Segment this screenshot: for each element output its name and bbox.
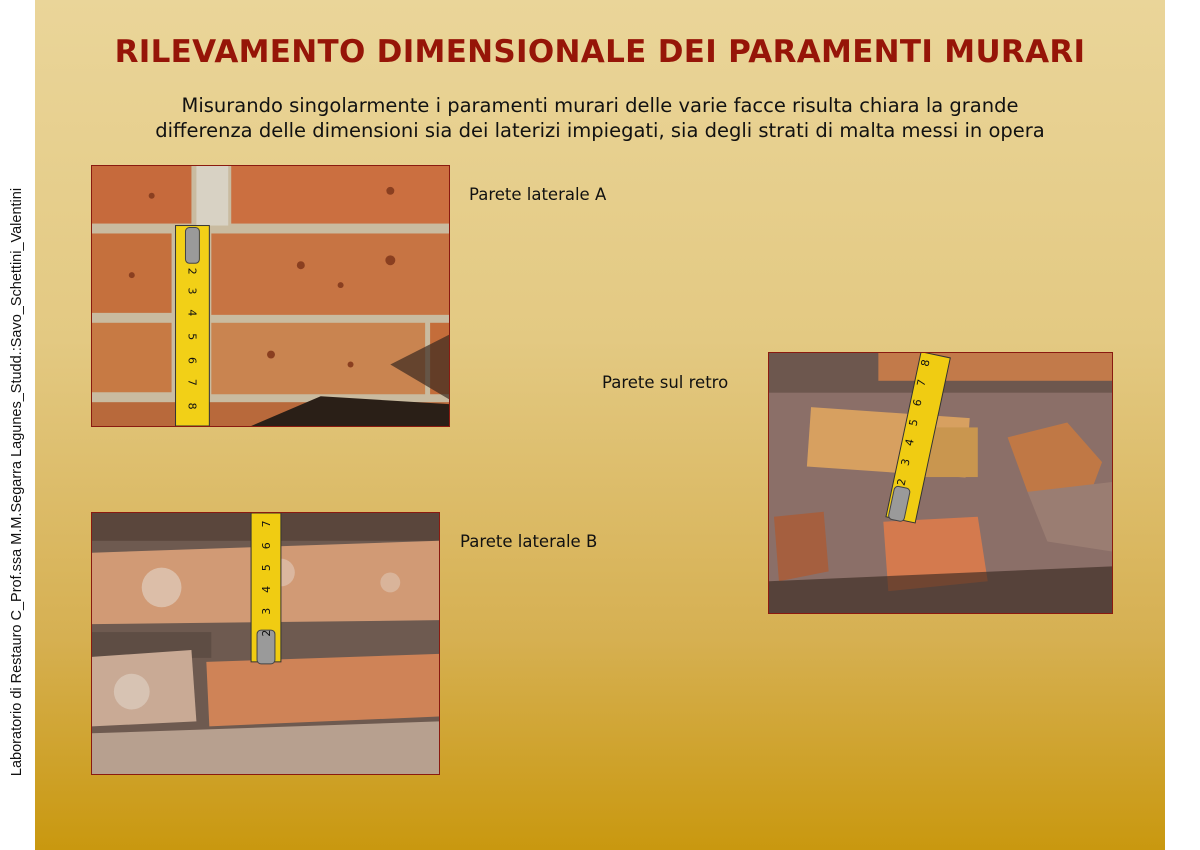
tape-digit: 5 (906, 417, 921, 428)
intro-line-1: Misurando singolarmente i paramenti murari delle varie facce risulta chiara la grande (181, 94, 1019, 117)
tape-digit: 4 (902, 437, 917, 448)
tape-digit: 5 (259, 564, 273, 572)
tape-digit: 7 (185, 378, 199, 386)
right-margin (1165, 0, 1200, 850)
tape-digit: 2 (259, 629, 273, 637)
tape-digit: 7 (259, 520, 273, 528)
tape-digit: 7 (914, 378, 929, 388)
photo-parete-sul-retro (768, 352, 1113, 614)
tape-digit: 3 (259, 607, 273, 615)
photo-parete-laterale-b (91, 512, 440, 775)
tape-digit: 4 (259, 585, 273, 593)
caption-parete-laterale-a: Parete laterale A (469, 185, 607, 204)
tape-digit: 2 (894, 477, 909, 487)
tape-digit: 2 (185, 267, 199, 275)
tape-digit: 5 (185, 333, 199, 341)
tape-digit: 4 (185, 309, 199, 317)
tape-digit: 8 (185, 402, 199, 410)
page-title: RILEVAMENTO DIMENSIONALE DEI PARAMENTI MURARI (114, 34, 1086, 70)
tape-digit: 3 (898, 457, 913, 468)
tape-digit: 3 (185, 287, 199, 295)
tape-digit: 6 (185, 357, 199, 364)
tape-digit: 6 (259, 542, 273, 550)
tape-digit: 8 (918, 358, 933, 368)
side-credit: Laboratorio di Restauro C_Prof.ssa M.M.Segarra Lagunes_Studd.:Savo_Schettini_Valentini (9, 187, 25, 777)
caption-parete-sul-retro: Parete sul retro (602, 373, 729, 392)
caption-parete-laterale-b: Parete laterale B (460, 532, 598, 551)
photo-parete-laterale-a (91, 165, 450, 427)
intro-text (35, 93, 1165, 143)
tape-digit: 6 (910, 397, 925, 408)
intro-line-2: differenza delle dimensioni sia dei laterizi impiegati, sia degli strati di malta messi in opera (155, 119, 1045, 142)
